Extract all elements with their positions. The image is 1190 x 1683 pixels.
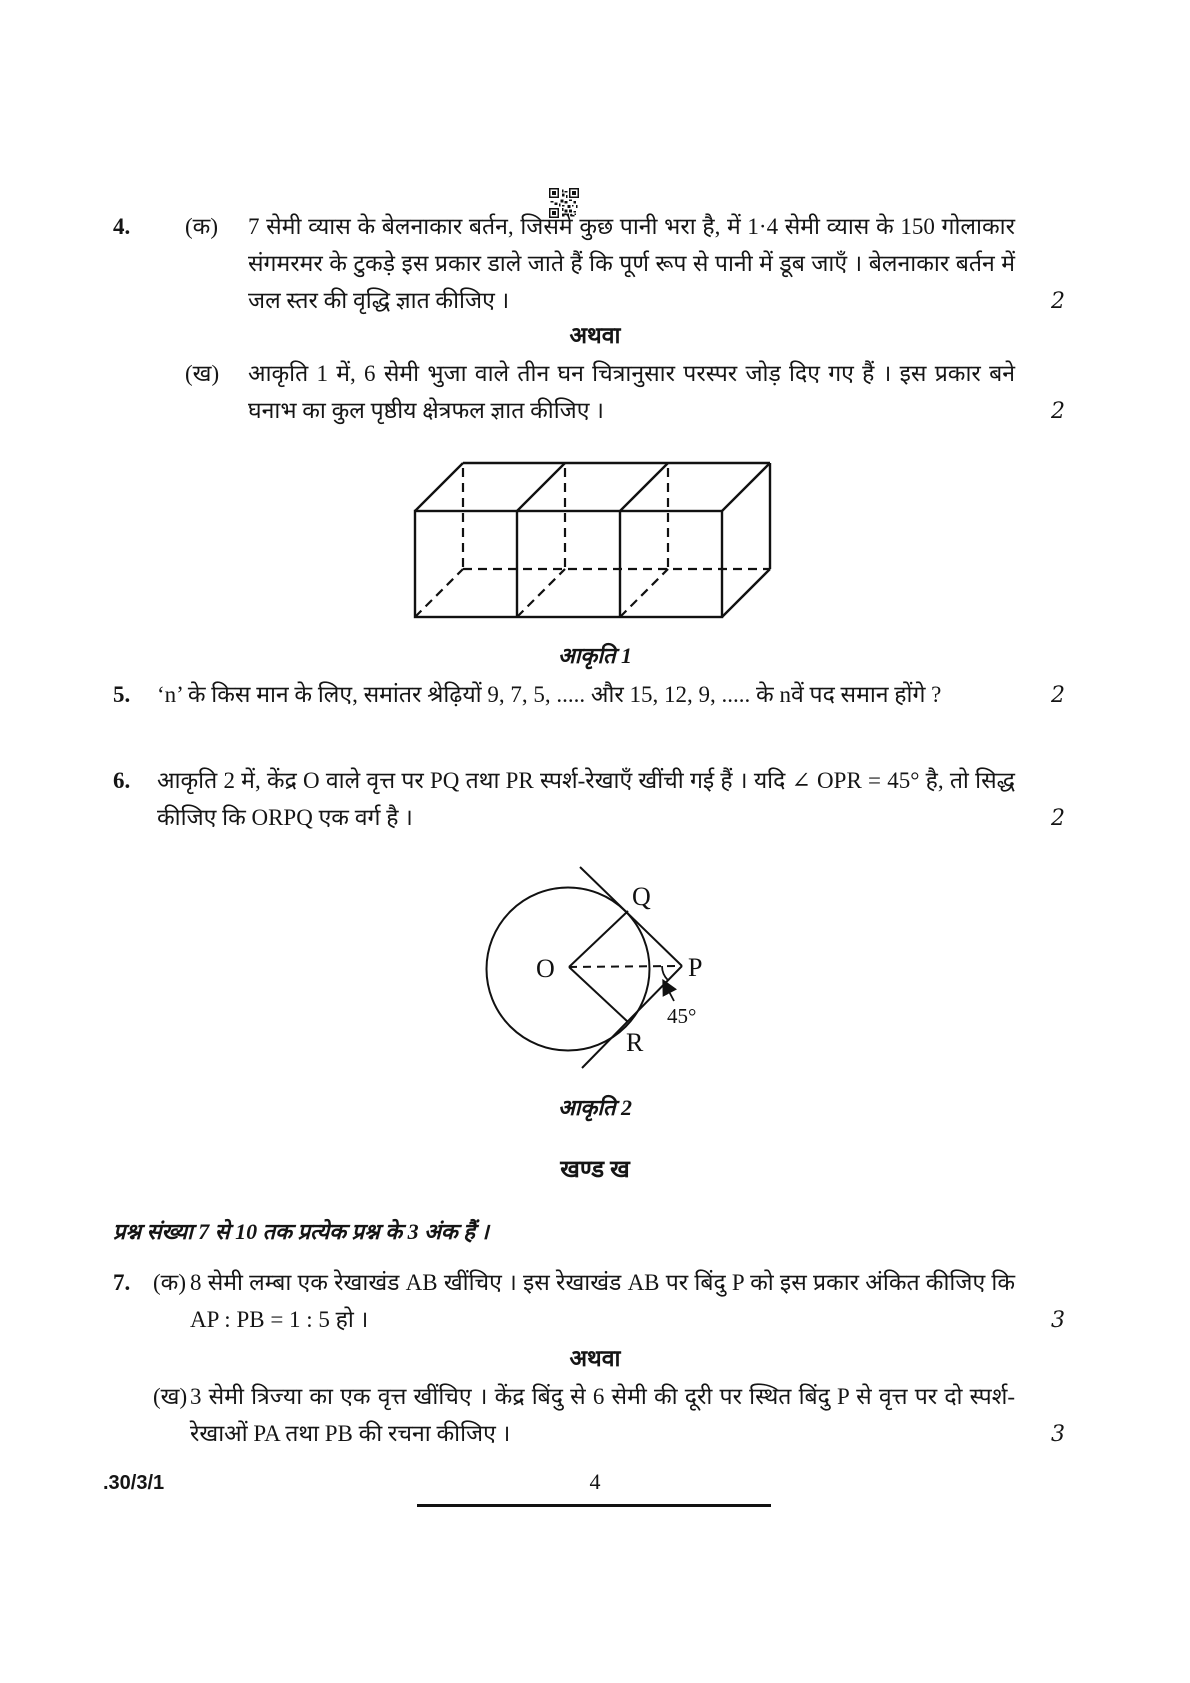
question-5-number: 5. [113, 682, 131, 707]
question-6-number: 6. [113, 768, 131, 793]
figure-1-caption: आकृति 1 [557, 643, 633, 668]
question-4-number: 4. [113, 214, 131, 239]
question-5-text: ‘n’ के किस मान के लिए, समांतर श्रेढ़ियों 9, 7, 5, ..... और 15, 12, 9, ..... के nवें पद समान होंगे ? [157, 682, 942, 707]
paper-code: .30/3/1 [103, 1472, 165, 1494]
question-7b-part-label: (ख) [153, 1384, 188, 1409]
figure-2-label-R: R [626, 1028, 644, 1057]
section-b-header: खण्ड ख [560, 1157, 630, 1183]
question-7-or-label: अथवा [569, 1346, 621, 1371]
figure-2-label-angle: 45° [667, 1004, 697, 1028]
question-7b-marks: 3 [1051, 1422, 1065, 1447]
question-5-row [113, 676, 1065, 713]
question-7-number: 7. [113, 1270, 131, 1295]
question-7b-text: 3 सेमी त्रिज्या का एक वृत्त खींचिए । केंद्र बिंदु से 6 सेमी की दूरी पर स्थित बिंदु P से वृत्त पर दो स्पर्श-रेखाओं PA तथा PB की रचना कीजिए । [190, 1384, 1015, 1446]
question-4-or-label: अथवा [569, 323, 621, 348]
question-5-marks: 2 [1051, 683, 1065, 708]
footer-rule [417, 1504, 771, 1507]
question-6-marks: 2 [1051, 806, 1065, 831]
question-7b-number-spacer [113, 1378, 153, 1452]
question-4b-text: आकृति 1 में, 6 सेमी भुजा वाले तीन घन चित्रानुसार परस्पर जोड़ दिए गए हैं । इस प्रकार बने घनाभ का कुल पृष्ठीय क्षेत्रफल ज्ञात कीजिए । [248, 361, 1015, 423]
figure-2-circle-tangents-diagram [440, 845, 770, 1085]
question-6-row [113, 762, 1065, 836]
question-4b-part-label: (ख) [185, 361, 220, 386]
question-7a-part-label: (क) [153, 1270, 186, 1295]
question-6-text: आकृति 2 में, केंद्र O वाले वृत्त पर PQ तथा PR स्पर्श-रेखाएँ खींची गई हैं । यदि ∠ OPR = 45° है, तो सिद्ध कीजिए कि ORPQ एक वर्ग है । [157, 768, 1015, 830]
question-4b-marks: 2 [1051, 399, 1065, 424]
question-4a-marks: 2 [1051, 289, 1065, 314]
figure-2-label-O: O [536, 954, 555, 983]
question-7b-row [113, 1378, 1065, 1452]
question-4a-row [113, 208, 1065, 319]
question-7a-text: 8 सेमी लम्बा एक रेखाखंड AB खींचिए । इस रेखाखंड AB पर बिंदु P को इस प्रकार अंकित कीजिए कि AP : PB = 1 : 5 हो । [190, 1270, 1015, 1332]
question-4b-number-spacer [113, 355, 185, 429]
question-7a-row [113, 1264, 1065, 1338]
question-4a-part-label: (क) [185, 214, 218, 239]
page-number: 4 [589, 1469, 601, 1494]
question-7a-marks: 3 [1051, 1308, 1065, 1333]
question-4a-text: 7 सेमी व्यास के बेलनाकार बर्तन, जिसमें कुछ पानी भरा है, में 1·4 सेमी व्यास के 150 गोलाकार संगमरमर के टुकड़े इस प्रकार डाले जाते हैं कि पूर्ण रूप से पानी में डूब जाएँ । बेलनाकार बर्तन में जल स्तर की वृद्धि ज्ञात कीजिए । [248, 214, 1015, 313]
figure-2-label-P: P [688, 953, 703, 982]
section-b-instruction: प्रश्न संख्या 7 से 10 तक प्रत्येक प्रश्न के 3 अंक हैं । [113, 1219, 489, 1244]
figure-1-cuboid-diagram [405, 452, 785, 630]
question-4b-row [113, 355, 1065, 429]
figure-2-caption: आकृति 2 [557, 1095, 633, 1120]
figure-2-label-Q: Q [632, 882, 651, 911]
